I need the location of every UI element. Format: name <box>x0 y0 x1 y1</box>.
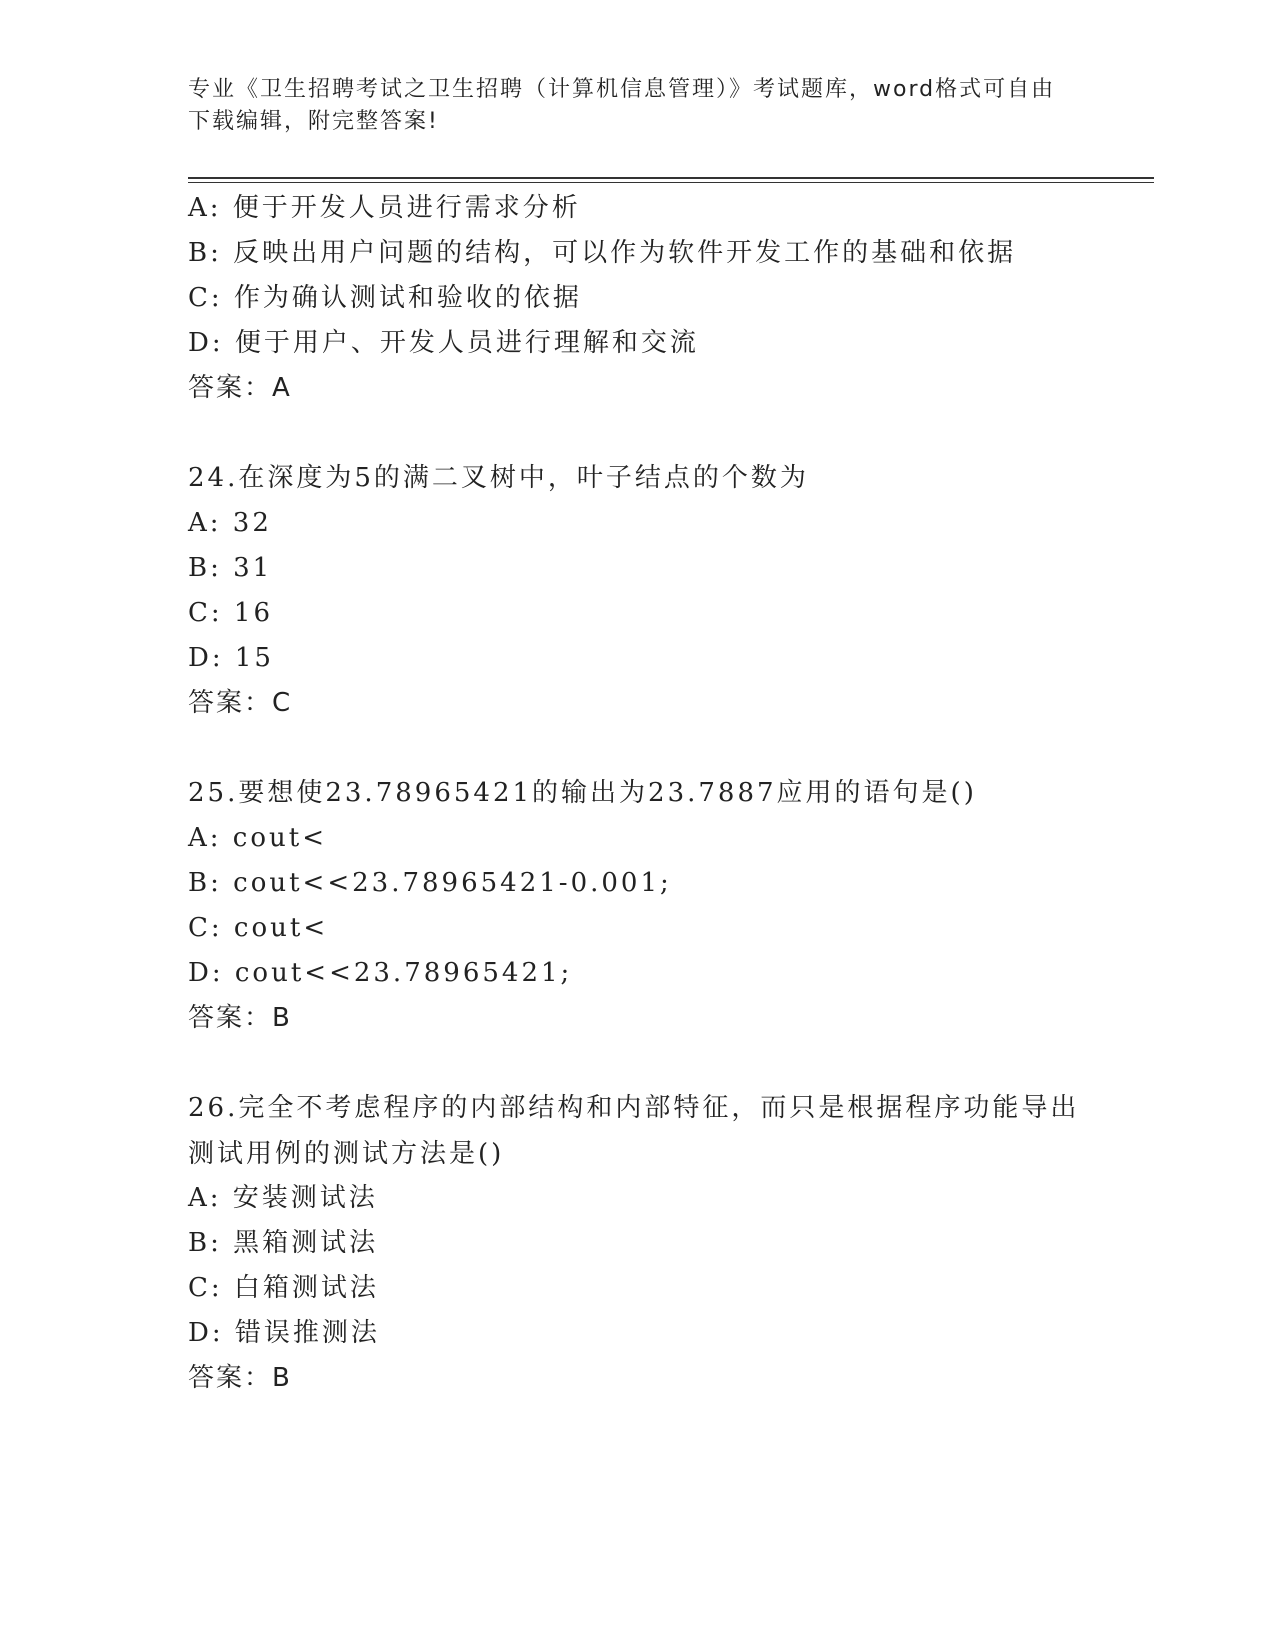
q26-question: 26.完全不考虑程序的内部结构和内部特征，而只是根据程序功能导出测试用例的测试方法是() <box>188 1093 1080 1169</box>
q24-option-a: A: 32 <box>188 508 272 538</box>
q24-option-c: C: 16 <box>188 598 274 628</box>
q23-option-a: A: 便于开发人员进行需求分析 <box>188 193 581 223</box>
q25-answer: 答案：B <box>188 1003 292 1033</box>
q23-answer: 答案：A <box>188 373 292 403</box>
q25-option-a: A: cout< <box>188 823 327 853</box>
q24-option-d: D: 15 <box>188 643 274 673</box>
q24-answer: 答案：C <box>188 688 293 718</box>
q26-option-b: B: 黑箱测试法 <box>188 1228 379 1258</box>
q26-option-d: D: 错误推测法 <box>188 1318 380 1348</box>
q24-option-b: B: 31 <box>188 553 273 583</box>
q25-question: 25.要想使23.78965421的输出为23.7887应用的语句是() <box>188 778 977 808</box>
header-divider-thin <box>188 182 1154 183</box>
q26-option-c: C: 白箱测试法 <box>188 1273 379 1303</box>
q25-option-c: C: cout< <box>188 913 329 943</box>
q23-option-b: B: 反映出用户问题的结构，可以作为软件开发工作的基础和依据 <box>188 238 1017 268</box>
header-divider <box>188 177 1154 179</box>
q25-option-b: B: cout<<23.78965421-0.001; <box>188 868 672 898</box>
q26-answer: 答案：B <box>188 1363 292 1393</box>
document-header: 专业《卫生招聘考试之卫生招聘（计算机信息管理）》考试题库，word格式可自由下载编辑，附完整答案! <box>188 77 1056 134</box>
q23-option-d: D: 便于用户、开发人员进行理解和交流 <box>188 328 699 358</box>
q26-option-a: A: 安装测试法 <box>188 1183 378 1213</box>
q24-question: 24.在深度为5的满二叉树中，叶子结点的个数为 <box>188 463 809 493</box>
q23-option-c: C: 作为确认测试和验收的依据 <box>188 283 582 313</box>
q25-option-d: D: cout<<23.78965421; <box>188 958 573 988</box>
